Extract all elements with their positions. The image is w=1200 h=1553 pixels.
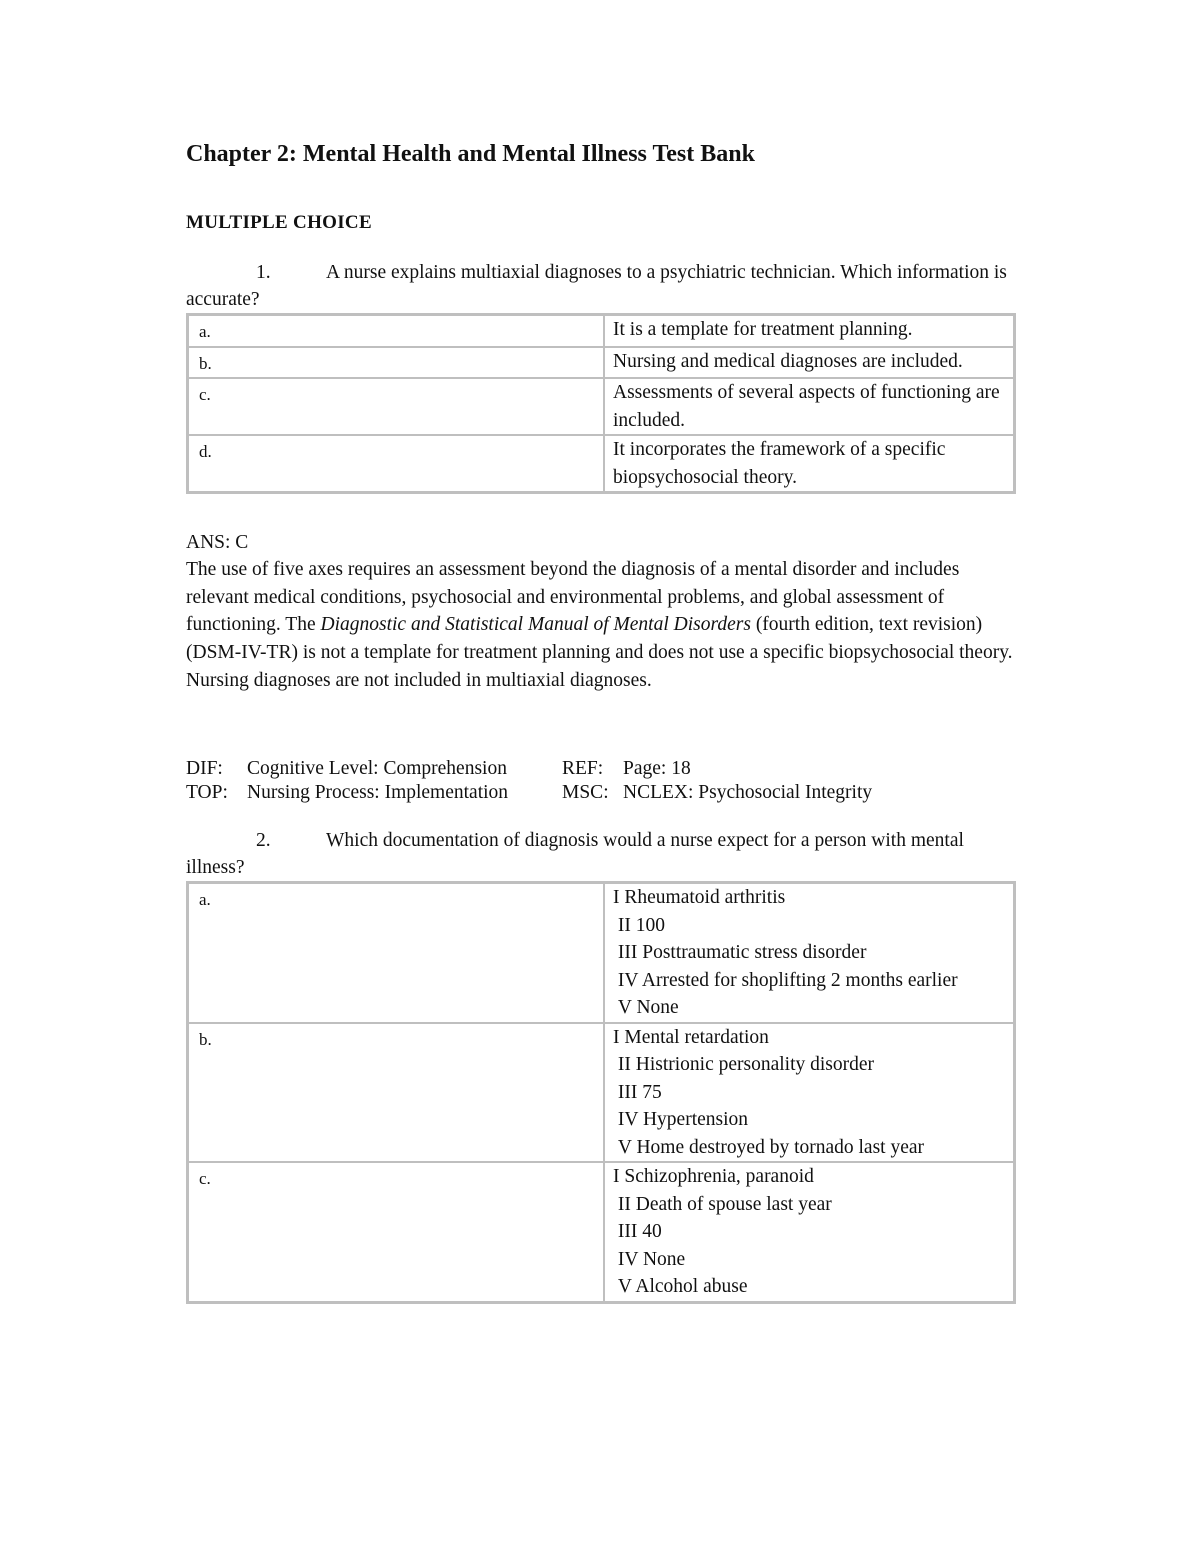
question-1-options	[186, 313, 1016, 494]
option-text	[604, 1162, 1014, 1302]
rationale	[186, 556, 1016, 695]
axis-line: IV Hypertension	[613, 1109, 749, 1130]
axis-line: I Mental retardation	[613, 1026, 769, 1048]
section-heading: MULTIPLE CHOICE	[186, 212, 372, 233]
top-value: Nursing Process: Implementation	[247, 782, 509, 803]
meta-row	[186, 757, 1016, 781]
axis-line: V Alcohol abuse	[613, 1276, 748, 1297]
ref-label: REF:	[562, 758, 604, 779]
option-letter: a.	[188, 883, 604, 1023]
option-text	[604, 1023, 1014, 1163]
option-text: It incorporates the framework of a specific biopsychosocial theory.	[604, 435, 1014, 492]
axis-line: IV Arrested for shoplifting 2 months earlier	[613, 969, 958, 991]
option-letter: b.	[188, 1023, 604, 1163]
dif-label: DIF:	[186, 758, 223, 779]
msc-value: NCLEX: Psychosocial Integrity	[623, 782, 873, 803]
axis-line: II Histrionic personality disorder	[613, 1054, 875, 1075]
option-letter: d.	[188, 435, 604, 492]
dif-value: Cognitive Level: Comprehension	[247, 758, 507, 779]
rationale-italic-title: Diagnostic and Statistical Manual of Mental Disorders	[320, 614, 751, 636]
option-row	[188, 347, 1014, 379]
ref-value: Page: 18	[623, 758, 691, 779]
option-row	[188, 435, 1014, 492]
option-text: Nursing and medical diagnoses are included.	[604, 347, 1014, 379]
question-number: 2.	[256, 830, 271, 851]
axis-line: V Home destroyed by tornado last year	[613, 1136, 925, 1158]
axis-line: II Death of spouse last year	[613, 1193, 832, 1215]
axis-line: V None	[613, 997, 679, 1018]
option-row	[188, 1162, 1014, 1302]
question-text: A nurse explains multiaxial diagnoses to a psychiatric technician. Which information is accurate?	[186, 262, 1007, 310]
meta-row	[186, 781, 1016, 805]
option-text	[604, 883, 1014, 1023]
question-text: Which documentation of diagnosis would a nurse expect for a person with mental illness?	[186, 830, 964, 878]
option-letter: a.	[188, 315, 604, 347]
answer-key: ANS: C	[186, 532, 249, 553]
option-letter: c.	[188, 1162, 604, 1302]
option-letter: c.	[188, 378, 604, 435]
rationale-text: The use of five axes requires an assessment beyond the diagnosis of a mental disorder and includes relevant medical conditions, psychosocial and environmental problems, and global assessment of functioning. The	[186, 559, 960, 636]
question-2-stem	[186, 827, 1016, 881]
question-number: 1.	[256, 262, 271, 283]
axis-line: III 75	[613, 1081, 662, 1103]
axis-line: III 40	[613, 1221, 662, 1242]
option-row	[188, 883, 1014, 1023]
question-2-options	[186, 881, 1016, 1304]
option-text: It is a template for treatment planning.	[604, 315, 1014, 347]
msc-label: MSC:	[562, 782, 609, 803]
option-letter: b.	[188, 347, 604, 379]
axis-line: IV None	[613, 1248, 686, 1270]
option-row	[188, 378, 1014, 435]
page-title: Chapter 2: Mental Health and Mental Illness Test Bank	[186, 141, 755, 167]
axis-line: I Rheumatoid arthritis	[613, 887, 786, 908]
option-row	[188, 1023, 1014, 1163]
question-1-stem	[186, 259, 1016, 313]
option-row	[188, 315, 1014, 347]
question-1-metadata	[186, 757, 1016, 805]
top-label: TOP:	[186, 782, 228, 803]
option-text: Assessments of several aspects of functioning are included.	[604, 378, 1014, 435]
axis-line: I Schizophrenia, paranoid	[613, 1166, 814, 1187]
axis-line: III Posttraumatic stress disorder	[613, 942, 867, 963]
rationale-text: (fourth edition, text revision) (DSM-IV-TR) is not a template for treatment planning and does not use a specific biopsychosocial theory. Nursing diagnoses are not included in multiaxial diagnoses.	[186, 614, 1013, 691]
axis-line: II 100	[613, 914, 665, 936]
